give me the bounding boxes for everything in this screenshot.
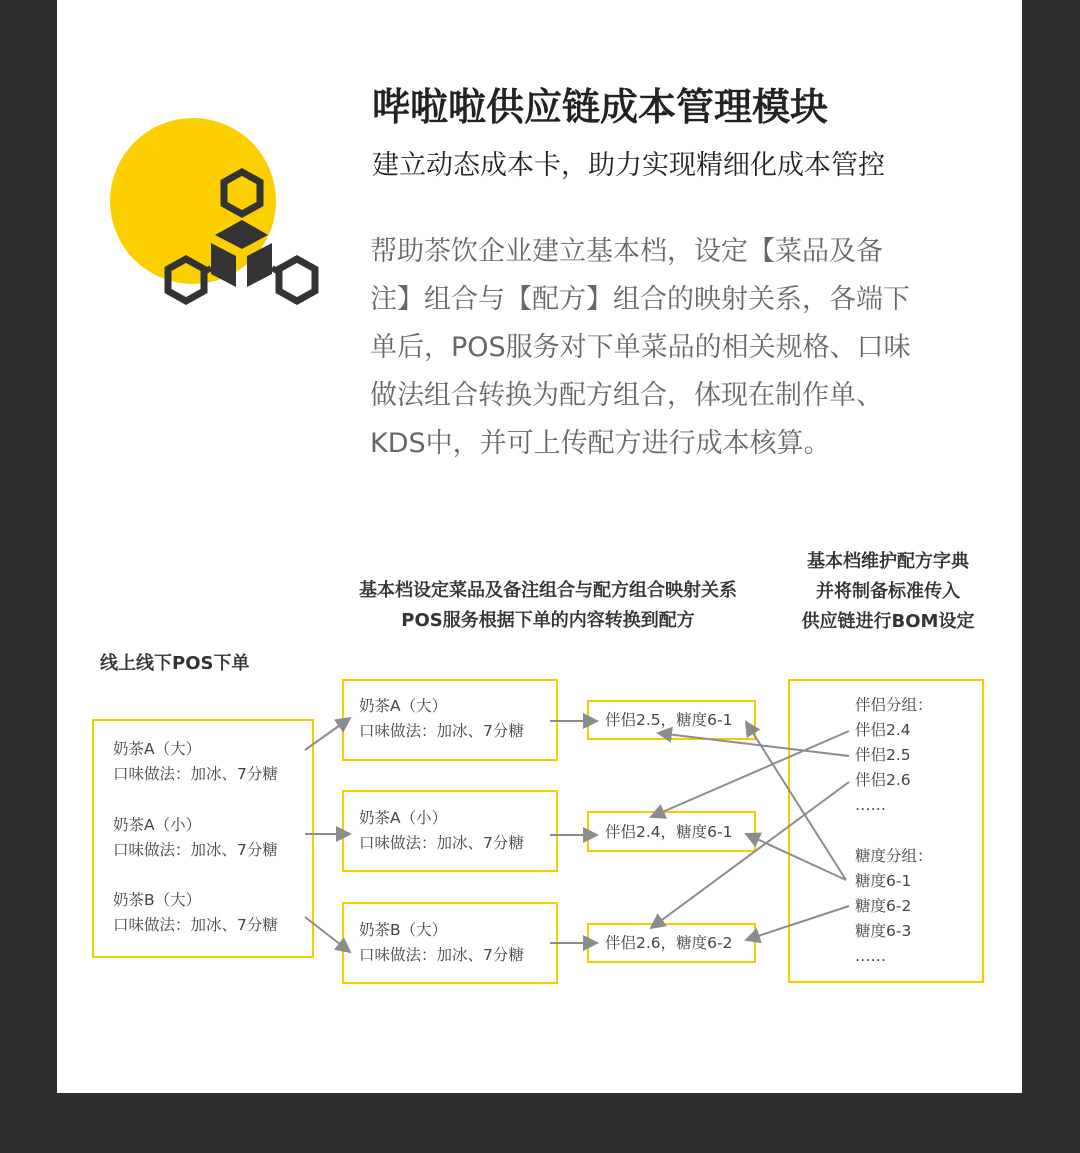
left-heading: 线上线下POS下单 xyxy=(100,653,250,674)
mapping-box: 奶茶A（大） 口味做法：加冰、7分糖 xyxy=(342,679,558,761)
description-line: 注】组合与【配方】组合的映射关系，各端下 xyxy=(370,284,910,315)
page-subtitle: 建立动态成本卡，助力实现精细化成本管控 xyxy=(372,150,885,181)
page-title: 哔啦啦供应链成本管理模块 xyxy=(372,85,829,129)
mapping-box: 奶茶B（大） 口味做法：加冰、7分糖 xyxy=(342,902,558,984)
description-line: KDS中，并可上传配方进行成本核算。 xyxy=(370,428,831,459)
right-heading-line: 供应链进行BOM设定 xyxy=(801,611,975,632)
description-line: 做法组合转换为配方组合，体现在制作单、 xyxy=(370,380,883,411)
order-item: 奶茶B（大） 口味做法：加冰、7分糖 xyxy=(113,891,278,934)
recipe-box: 伴侣2.6，糖度6-2 xyxy=(587,923,756,963)
arrow xyxy=(746,906,849,940)
right-heading-line: 并将制备标准传入 xyxy=(816,581,960,602)
mapping-box: 奶茶A（小） 口味做法：加冰、7分糖 xyxy=(342,790,558,872)
arrow xyxy=(305,917,350,952)
arrow xyxy=(305,718,350,750)
middle-heading-line: POS服务根据下单的内容转换到配方 xyxy=(401,610,695,631)
order-item: 奶茶A（小） 口味做法：加冰、7分糖 xyxy=(113,816,278,859)
dictionary-list: 伴侣分组： 伴侣2.4 伴侣2.5 伴侣2.6 …… 糖度分组： 糖度6-1 糖度6-2 糖度6-3 …… xyxy=(855,696,933,965)
recipe-box: 伴侣2.4，糖度6-1 xyxy=(587,811,756,852)
order-item: 奶茶A（大） 口味做法：加冰、7分糖 xyxy=(113,740,278,783)
right-heading-line: 基本档维护配方字典 xyxy=(807,551,969,572)
recipe-box: 伴侣2.5，糖度6-1 xyxy=(587,700,756,740)
description-line: 帮助茶饮企业建立基本档，设定【菜品及备 xyxy=(370,236,883,267)
description-line: 单后，POS服务对下单菜品的相关规格、口味 xyxy=(370,332,911,363)
middle-heading-line: 基本档设定菜品及备注组合与配方组合映射关系 xyxy=(359,580,737,601)
